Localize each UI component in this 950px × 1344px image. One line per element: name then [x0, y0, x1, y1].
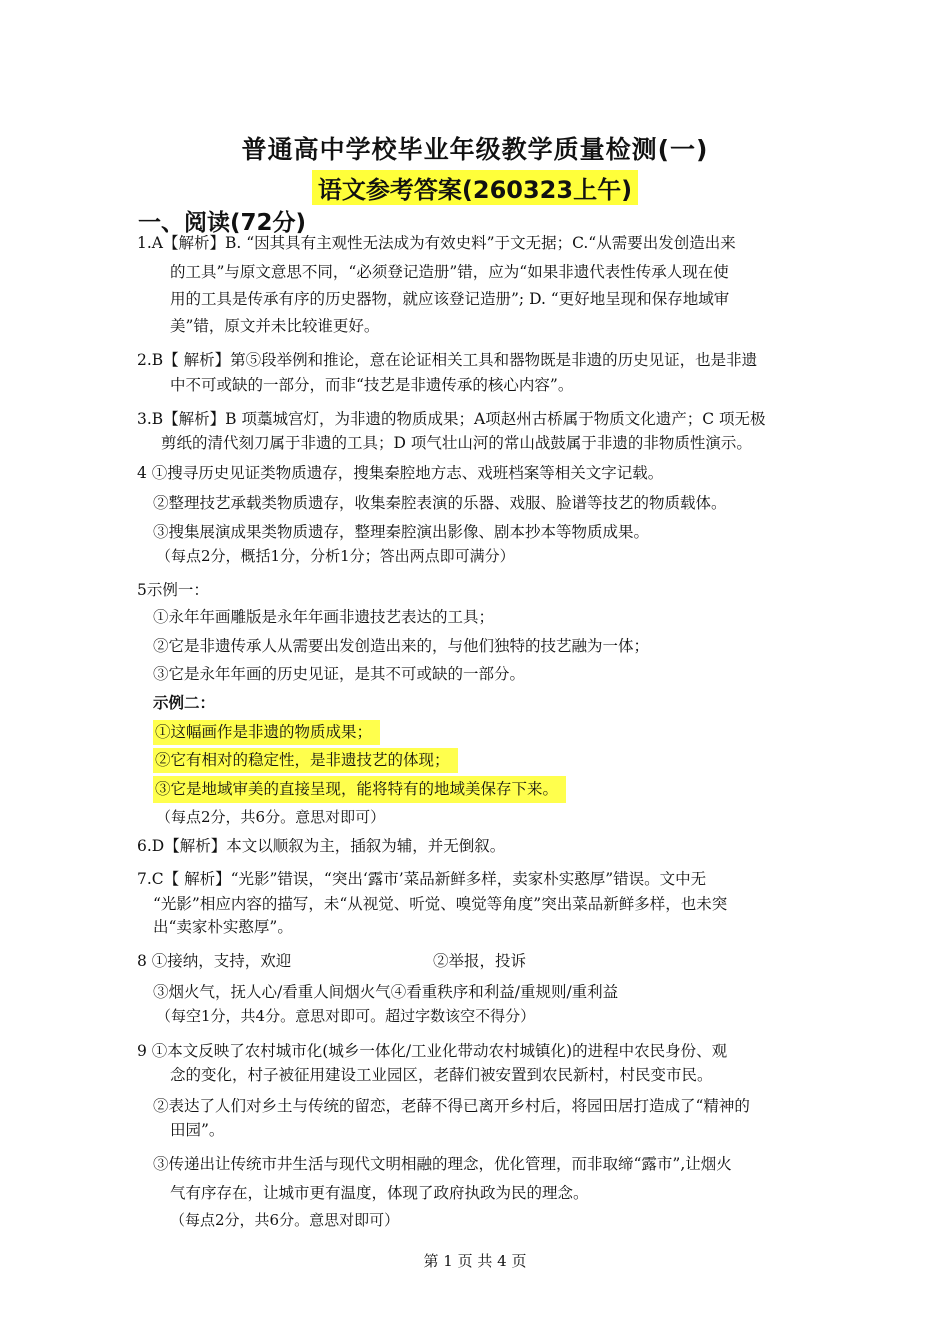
answer-9-line-3: ②表达了人们对乡土与传统的留恋，老薛不得已离开乡村后，将园田居打造成了“精神的	[153, 1097, 750, 1115]
answer-1-line-4: 美”错，原文并未比较谁更好。	[170, 317, 380, 335]
answer-8-scoring-note: （每空1分，共4分。意思对即可。超过字数该空不得分）	[156, 1007, 536, 1025]
answer-7-line-1: 7.C【 解析】“光影”错误，“突出‘露市’菜品新鲜多样，卖家朴实憨厚”错误。文中无	[137, 870, 707, 888]
answer-5-example1-point-1: ①永年年画雕版是永年年画非遗技艺表达的工具；	[153, 608, 495, 626]
answer-3-line-2: 剪纸的清代刻刀属于非遗的工具；D 项气壮山河的常山战鼓属于非遗的非物质性演示。	[161, 434, 752, 452]
answer-4-line-2: ②整理技艺承载类物质遗存，收集秦腔表演的乐器、戏服、脸谱等技艺的物质载体。	[153, 494, 727, 512]
answer-9-line-6: 气有序存在，让城市更有温度，体现了政府执政为民的理念。	[170, 1184, 589, 1202]
section-heading: 一、阅读(72分)	[138, 210, 307, 236]
answer-5-example2-heading: 示例二：	[153, 693, 216, 712]
page-number: 第 1 页 共 4 页	[423, 1252, 527, 1270]
answer-1-line-3: 用的工具是传承有序的历史器物，就应该登记造册”; D. “更好地呈现和保存地域审	[170, 290, 730, 308]
answer-9-line-2: 念的变化，村子被征用建设工业园区，老薛们被安置到农民新村，村民变市民。	[170, 1066, 713, 1084]
answer-8-line-2: ③烟火气，抚人心/看重人间烟火气④看重秩序和利益/重规则/重利益	[153, 983, 619, 1001]
answer-6-line-1: 6.D【解析】本文以顺叙为主，插叙为辅，并无倒叙。	[137, 837, 506, 855]
answer-8-blank-1: 8 ①接纳，支持，欢迎	[137, 952, 292, 970]
answer-8-blank-2: ②举报，投诉	[433, 952, 527, 970]
document-subtitle: 语文参考答案(260323上午)	[312, 170, 638, 205]
answer-5-example2-point-3: ③它是地域审美的直接呈现，能将特有的地域美保存下来。	[153, 776, 566, 803]
document-title: 普通高中学校毕业年级教学质量检测(一)	[241, 135, 709, 164]
answer-9-scoring-note: （每点2分，共6分。意思对即可）	[170, 1211, 400, 1229]
answer-4-line-3: ③搜集展演成果类物质遗存，整理秦腔演出影像、剧本抄本等物质成果。	[153, 523, 650, 541]
answer-1-line-1: 1.A【解析】B. “因其具有主观性无法成为有效史料”于文无据；C.“从需要出发创造出来	[137, 234, 736, 252]
answer-4-scoring-note: （每点2分，概括1分，分析1分；答出两点即可满分）	[156, 547, 515, 565]
answer-9-line-4: 田园”。	[170, 1121, 225, 1139]
answer-5-scoring-note: （每点2分，共6分。意思对即可）	[156, 808, 386, 826]
answer-4-line-1: 4 ①搜寻历史见证类物质遗存，搜集秦腔地方志、戏班档案等相关文字记载。	[137, 464, 664, 482]
answer-5-heading: 5示例一：	[137, 581, 209, 599]
answer-2-line-1: 2.B【 解析】第⑤段举例和推论，意在论证相关工具和器物既是非遗的历史见证，也是非遗	[137, 351, 758, 369]
answer-2-line-2: 中不可或缺的一部分，而非“技艺是非遗传承的核心内容”。	[170, 376, 574, 394]
answer-1-line-2: 的工具”与原文意思不同，“必须登记造册”错，应为“如果非遗代表性传承人现在使	[170, 263, 729, 281]
answer-5-example1-point-2: ②它是非遗传承人从需要出发创造出来的，与他们独特的技艺融为一体；	[153, 637, 650, 655]
answer-9-line-1: 9 ①本文反映了农村城市化(城乡一体化/工业化带动农村城镇化)的进程中农民身份、观	[137, 1042, 728, 1060]
answer-3-line-1: 3.B【解析】B 项藁城宫灯，为非遗的物质成果；A项赵州古桥属于物质文化遗产；C 项无极	[137, 410, 766, 428]
answer-5-example1-point-3: ③它是永年年画的历史见证，是其不可或缺的一部分。	[153, 665, 526, 683]
answer-7-line-2: “光影”相应内容的描写，未“从视觉、听觉、嗅觉等角度”突出菜品新鲜多样，也未突	[153, 895, 728, 913]
answer-7-line-3: 出“卖家朴实憨厚”。	[153, 918, 293, 936]
subtitle-wrapper	[0, 170, 950, 205]
answer-9-line-5: ③传递出让传统市井生活与现代文明相融的理念，优化管理，而非取缔“露市”,让烟火	[153, 1155, 732, 1173]
answer-5-example2-point-1: ①这幅画作是非遗的物质成果；	[153, 720, 380, 745]
answer-5-example2-point-2: ②它有相对的稳定性，是非遗技艺的体现；	[153, 748, 458, 773]
